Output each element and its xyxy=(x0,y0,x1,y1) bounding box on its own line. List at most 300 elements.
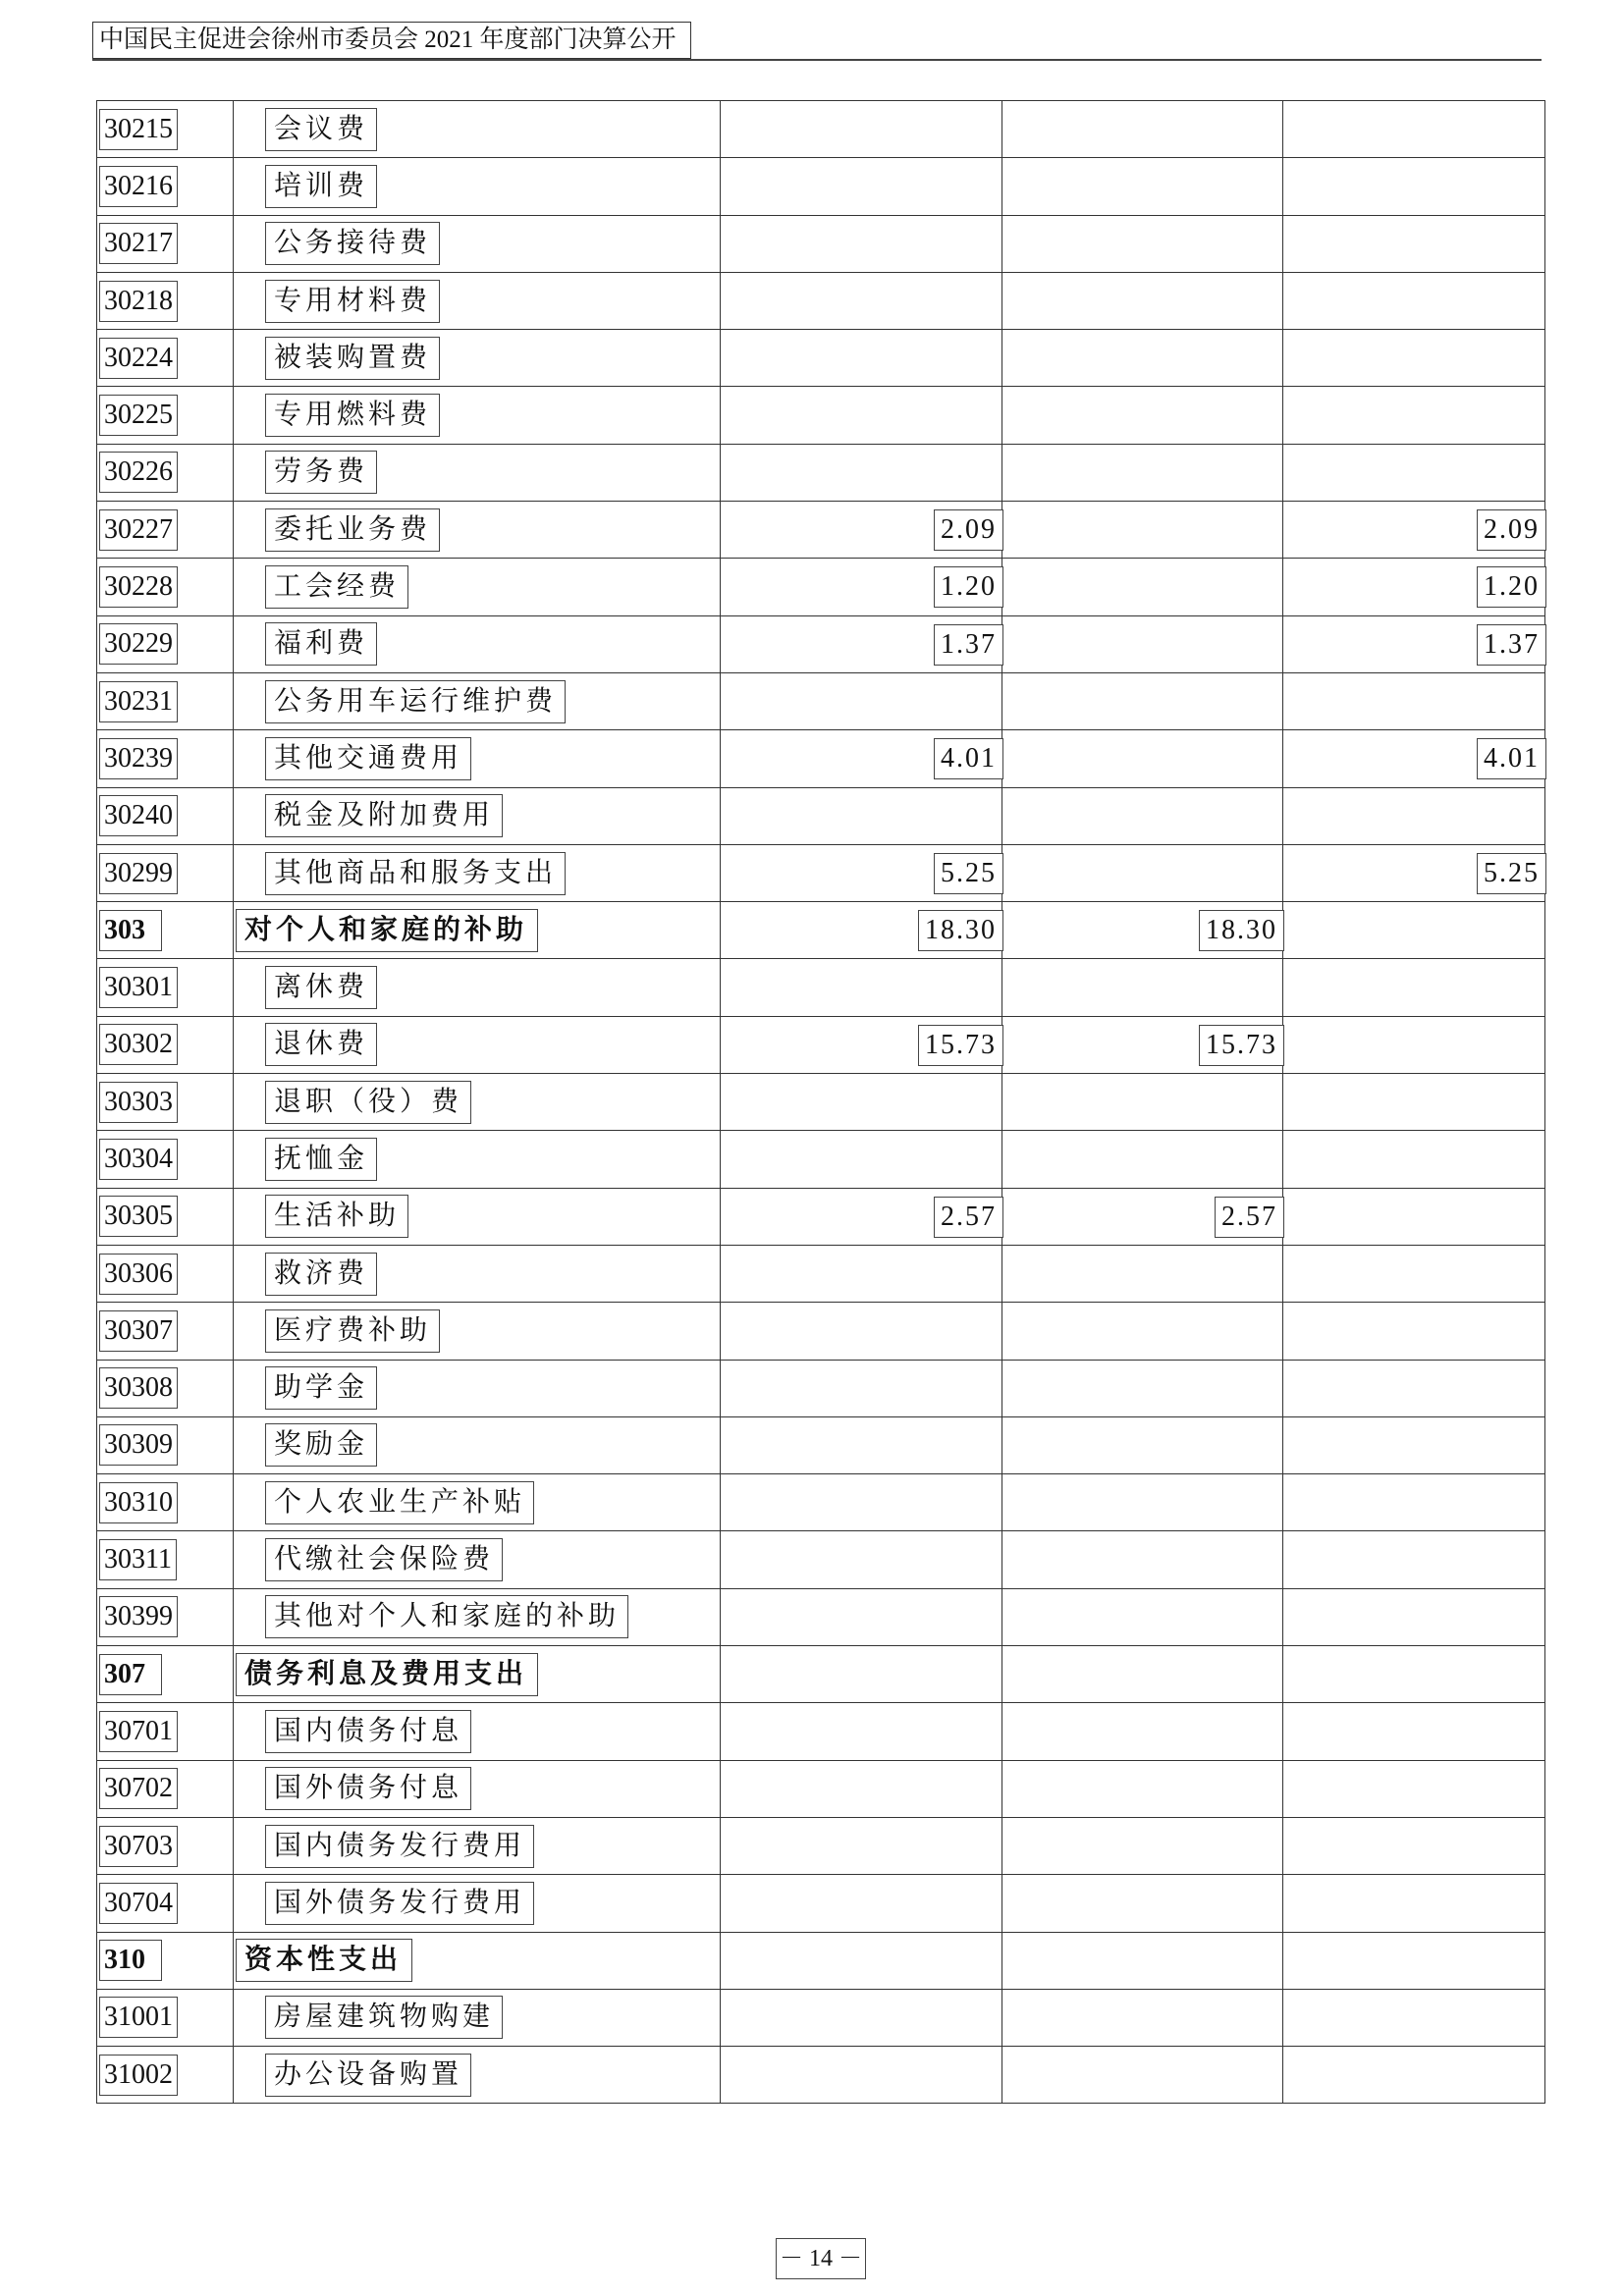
code-cell xyxy=(97,787,234,844)
subject-name: 国外债务付息 xyxy=(265,1767,471,1810)
subject-name: 工会经费 xyxy=(265,565,408,609)
table-row xyxy=(97,1989,1545,2046)
amount-cell-1 xyxy=(721,1531,1002,1588)
code-cell xyxy=(97,1016,234,1073)
name-cell xyxy=(234,1188,721,1245)
name-cell xyxy=(234,1875,721,1932)
amount-cell-3 xyxy=(1283,1303,1545,1360)
amount-cell-1 xyxy=(721,1074,1002,1131)
amount-cell-3 xyxy=(1283,787,1545,844)
subject-name: 代缴社会保险费 xyxy=(265,1538,503,1581)
amount-cell-3 xyxy=(1283,615,1545,672)
amount-cell-3 xyxy=(1283,1016,1545,1073)
amount-value: 2.09 xyxy=(934,509,1003,551)
table-row xyxy=(97,1932,1545,1989)
subject-code: 30240 xyxy=(99,795,178,836)
name-cell xyxy=(234,1760,721,1817)
amount-cell-1 xyxy=(721,1817,1002,1874)
amount-cell-3 xyxy=(1283,1817,1545,1874)
amount-cell-1 xyxy=(721,158,1002,215)
amount-cell-2 xyxy=(1002,1474,1283,1531)
subject-code: 30306 xyxy=(99,1254,178,1295)
amount-value: 4.01 xyxy=(1477,738,1546,779)
amount-value: 18.30 xyxy=(918,910,1003,951)
subject-name: 其他对个人和家庭的补助 xyxy=(265,1595,628,1638)
table-row xyxy=(97,387,1545,444)
subject-name: 对个人和家庭的补助 xyxy=(236,909,538,952)
table-row xyxy=(97,330,1545,387)
code-cell xyxy=(97,1875,234,1932)
amount-cell-2 xyxy=(1002,1360,1283,1416)
subject-name: 专用燃料费 xyxy=(265,394,440,437)
amount-cell-3 xyxy=(1283,1074,1545,1131)
subject-code: 30239 xyxy=(99,738,178,779)
amount-cell-2 xyxy=(1002,502,1283,559)
amount-cell-3 xyxy=(1283,959,1545,1016)
code-cell xyxy=(97,1245,234,1302)
code-cell xyxy=(97,1703,234,1760)
amount-cell-3 xyxy=(1283,1474,1545,1531)
amount-cell-2 xyxy=(1002,959,1283,1016)
table-row xyxy=(97,1646,1545,1703)
subject-name: 房屋建筑物购建 xyxy=(265,1996,503,2039)
subject-code: 30304 xyxy=(99,1139,178,1180)
table-row xyxy=(97,1131,1545,1188)
code-cell xyxy=(97,2047,234,2104)
subject-code: 303 xyxy=(99,910,162,951)
subject-code: 30703 xyxy=(99,1826,178,1867)
amount-cell-3 xyxy=(1283,215,1545,272)
name-cell xyxy=(234,1245,721,1302)
amount-cell-2 xyxy=(1002,1989,1283,2046)
subject-code: 30702 xyxy=(99,1768,178,1809)
table-row xyxy=(97,730,1545,787)
name-cell xyxy=(234,1703,721,1760)
amount-cell-2 xyxy=(1002,330,1283,387)
amount-value: 1.20 xyxy=(934,566,1003,608)
subject-name: 办公设备购置 xyxy=(265,2054,471,2097)
subject-code: 30399 xyxy=(99,1596,178,1637)
amount-cell-2 xyxy=(1002,1703,1283,1760)
code-cell xyxy=(97,959,234,1016)
expenditure-table xyxy=(96,100,1545,2104)
amount-cell-3 xyxy=(1283,1703,1545,1760)
subject-code: 30218 xyxy=(99,281,178,322)
amount-cell-3 xyxy=(1283,101,1545,158)
code-cell xyxy=(97,215,234,272)
name-cell xyxy=(234,1416,721,1473)
document-header: 中国民主促进会徐州市委员会 2021 年度部门决算公开 xyxy=(92,22,691,59)
amount-cell-2 xyxy=(1002,158,1283,215)
name-cell xyxy=(234,1474,721,1531)
subject-name: 培训费 xyxy=(265,165,377,208)
amount-cell-3 xyxy=(1283,1932,1545,1989)
amount-cell-1 xyxy=(721,1646,1002,1703)
subject-name: 公务用车运行维护费 xyxy=(265,680,566,723)
amount-cell-2 xyxy=(1002,559,1283,615)
amount-value: 1.37 xyxy=(934,624,1003,666)
code-cell xyxy=(97,1588,234,1645)
subject-name: 会议费 xyxy=(265,108,377,151)
amount-cell-3 xyxy=(1283,1360,1545,1416)
subject-code: 30311 xyxy=(99,1539,177,1580)
amount-cell-1 xyxy=(721,959,1002,1016)
name-cell xyxy=(234,787,721,844)
amount-cell-3 xyxy=(1283,1245,1545,1302)
amount-cell-1 xyxy=(721,2047,1002,2104)
table-row xyxy=(97,1245,1545,1302)
subject-code: 30305 xyxy=(99,1196,178,1237)
amount-cell-1 xyxy=(721,672,1002,729)
amount-cell-2 xyxy=(1002,2047,1283,2104)
table-row xyxy=(97,1016,1545,1073)
subject-code: 30307 xyxy=(99,1310,178,1352)
subject-name: 离休费 xyxy=(265,966,377,1009)
amount-cell-2 xyxy=(1002,1817,1283,1874)
subject-code: 31001 xyxy=(99,1997,178,2038)
amount-cell-3 xyxy=(1283,158,1545,215)
name-cell xyxy=(234,2047,721,2104)
subject-name: 救济费 xyxy=(265,1253,377,1296)
amount-value: 2.09 xyxy=(1477,509,1546,551)
subject-code: 30228 xyxy=(99,566,178,608)
amount-cell-3 xyxy=(1283,444,1545,501)
name-cell xyxy=(234,1646,721,1703)
subject-code: 30229 xyxy=(99,623,178,665)
code-cell xyxy=(97,559,234,615)
table-row xyxy=(97,215,1545,272)
code-cell xyxy=(97,1074,234,1131)
name-cell xyxy=(234,1531,721,1588)
name-cell xyxy=(234,730,721,787)
amount-cell-3 xyxy=(1283,1760,1545,1817)
code-cell xyxy=(97,502,234,559)
subject-code: 30231 xyxy=(99,681,178,722)
subject-code: 30299 xyxy=(99,853,178,894)
subject-name: 公务接待费 xyxy=(265,222,440,265)
subject-code: 30215 xyxy=(99,109,178,150)
code-cell xyxy=(97,330,234,387)
code-cell xyxy=(97,387,234,444)
subject-name: 劳务费 xyxy=(265,451,377,494)
amount-cell-3 xyxy=(1283,387,1545,444)
subject-name: 专用材料费 xyxy=(265,280,440,323)
amount-cell-1 xyxy=(721,730,1002,787)
code-cell xyxy=(97,1646,234,1703)
amount-cell-2 xyxy=(1002,1303,1283,1360)
amount-value: 2.57 xyxy=(1215,1197,1284,1238)
subject-code: 310 xyxy=(99,1940,162,1981)
amount-cell-1 xyxy=(721,330,1002,387)
amount-value: 2.57 xyxy=(934,1197,1003,1238)
code-cell xyxy=(97,101,234,158)
subject-code: 30217 xyxy=(99,223,178,264)
name-cell xyxy=(234,844,721,901)
amount-cell-2 xyxy=(1002,1245,1283,1302)
amount-cell-1 xyxy=(721,1875,1002,1932)
amount-cell-3 xyxy=(1283,272,1545,329)
code-cell xyxy=(97,444,234,501)
table-row xyxy=(97,502,1545,559)
code-cell xyxy=(97,158,234,215)
amount-cell-3 xyxy=(1283,1531,1545,1588)
subject-code: 30226 xyxy=(99,452,178,493)
code-cell xyxy=(97,1932,234,1989)
subject-code: 30704 xyxy=(99,1883,178,1924)
table-row xyxy=(97,902,1545,959)
amount-cell-3 xyxy=(1283,559,1545,615)
code-cell xyxy=(97,1474,234,1531)
subject-code: 30301 xyxy=(99,967,178,1008)
amount-cell-1 xyxy=(721,1416,1002,1473)
subject-code: 30310 xyxy=(99,1482,178,1523)
code-cell xyxy=(97,730,234,787)
table-row xyxy=(97,959,1545,1016)
table-row xyxy=(97,1588,1545,1645)
name-cell xyxy=(234,615,721,672)
table-row xyxy=(97,672,1545,729)
name-cell xyxy=(234,1588,721,1645)
amount-value: 1.37 xyxy=(1477,624,1546,666)
name-cell xyxy=(234,272,721,329)
code-cell xyxy=(97,672,234,729)
table-row xyxy=(97,272,1545,329)
amount-cell-1 xyxy=(721,1932,1002,1989)
subject-code: 31002 xyxy=(99,2055,178,2096)
amount-cell-1 xyxy=(721,272,1002,329)
amount-cell-1 xyxy=(721,787,1002,844)
amount-cell-2 xyxy=(1002,844,1283,901)
amount-cell-1 xyxy=(721,444,1002,501)
amount-cell-1 xyxy=(721,215,1002,272)
amount-cell-1 xyxy=(721,1760,1002,1817)
amount-cell-3 xyxy=(1283,330,1545,387)
subject-name: 助学金 xyxy=(265,1366,377,1410)
subject-name: 福利费 xyxy=(265,622,377,666)
table-row xyxy=(97,2047,1545,2104)
table-row xyxy=(97,1474,1545,1531)
subject-code: 30701 xyxy=(99,1711,178,1752)
table-row xyxy=(97,1875,1545,1932)
table-row xyxy=(97,1188,1545,1245)
amount-cell-3 xyxy=(1283,2047,1545,2104)
name-cell xyxy=(234,1360,721,1416)
code-cell xyxy=(97,844,234,901)
amount-cell-3 xyxy=(1283,1416,1545,1473)
amount-cell-2 xyxy=(1002,387,1283,444)
amount-cell-2 xyxy=(1002,1531,1283,1588)
table-row xyxy=(97,787,1545,844)
amount-cell-1 xyxy=(721,1188,1002,1245)
subject-name: 医疗费补助 xyxy=(265,1309,440,1353)
amount-cell-1 xyxy=(721,1588,1002,1645)
subject-name: 其他商品和服务支出 xyxy=(265,852,566,895)
subject-name: 国内债务付息 xyxy=(265,1710,471,1753)
subject-name: 债务利息及费用支出 xyxy=(236,1653,538,1696)
amount-cell-2 xyxy=(1002,1131,1283,1188)
amount-value: 15.73 xyxy=(918,1025,1003,1066)
amount-cell-1 xyxy=(721,1703,1002,1760)
code-cell xyxy=(97,1817,234,1874)
name-cell xyxy=(234,1932,721,1989)
amount-cell-2 xyxy=(1002,272,1283,329)
name-cell xyxy=(234,1303,721,1360)
code-cell xyxy=(97,1360,234,1416)
amount-cell-3 xyxy=(1283,672,1545,729)
amount-cell-1 xyxy=(721,1989,1002,2046)
amount-cell-1 xyxy=(721,1245,1002,1302)
code-cell xyxy=(97,272,234,329)
amount-cell-2 xyxy=(1002,672,1283,729)
subject-name: 个人农业生产补贴 xyxy=(265,1481,534,1524)
amount-cell-3 xyxy=(1283,1188,1545,1245)
name-cell xyxy=(234,1817,721,1874)
amount-value: 4.01 xyxy=(934,738,1003,779)
name-cell xyxy=(234,1074,721,1131)
amount-cell-3 xyxy=(1283,1989,1545,2046)
subject-name: 国内债务发行费用 xyxy=(265,1825,534,1868)
table-row xyxy=(97,1303,1545,1360)
amount-cell-3 xyxy=(1283,502,1545,559)
amount-cell-2 xyxy=(1002,902,1283,959)
amount-cell-3 xyxy=(1283,1131,1545,1188)
amount-value: 18.30 xyxy=(1199,910,1284,951)
subject-name: 退休费 xyxy=(265,1023,377,1066)
amount-cell-1 xyxy=(721,1016,1002,1073)
amount-cell-2 xyxy=(1002,1646,1283,1703)
amount-cell-3 xyxy=(1283,1588,1545,1645)
code-cell xyxy=(97,1989,234,2046)
subject-code: 30224 xyxy=(99,338,178,379)
table-row xyxy=(97,101,1545,158)
amount-cell-3 xyxy=(1283,730,1545,787)
name-cell xyxy=(234,1131,721,1188)
table-row xyxy=(97,444,1545,501)
amount-cell-1 xyxy=(721,615,1002,672)
name-cell xyxy=(234,902,721,959)
name-cell xyxy=(234,559,721,615)
table-row xyxy=(97,158,1545,215)
amount-cell-1 xyxy=(721,902,1002,959)
amount-cell-1 xyxy=(721,1303,1002,1360)
name-cell xyxy=(234,1989,721,2046)
subject-name: 国外债务发行费用 xyxy=(265,1882,534,1925)
subject-name: 资本性支出 xyxy=(236,1939,412,1982)
subject-name: 被装购置费 xyxy=(265,337,440,380)
amount-cell-1 xyxy=(721,502,1002,559)
subject-code: 30308 xyxy=(99,1367,178,1409)
amount-cell-2 xyxy=(1002,1875,1283,1932)
amount-cell-1 xyxy=(721,559,1002,615)
amount-cell-3 xyxy=(1283,1646,1545,1703)
code-cell xyxy=(97,1303,234,1360)
subject-name: 退职（役）费 xyxy=(265,1081,471,1124)
amount-value: 15.73 xyxy=(1199,1025,1284,1066)
amount-cell-2 xyxy=(1002,1016,1283,1073)
amount-cell-2 xyxy=(1002,1074,1283,1131)
name-cell xyxy=(234,387,721,444)
amount-cell-3 xyxy=(1283,844,1545,901)
table-row xyxy=(97,1360,1545,1416)
amount-cell-2 xyxy=(1002,1416,1283,1473)
subject-code: 30227 xyxy=(99,509,178,551)
header-divider xyxy=(92,59,1542,61)
subject-code: 30303 xyxy=(99,1082,178,1123)
amount-cell-2 xyxy=(1002,215,1283,272)
subject-name: 抚恤金 xyxy=(265,1138,377,1181)
table-row xyxy=(97,1531,1545,1588)
amount-cell-2 xyxy=(1002,101,1283,158)
amount-cell-1 xyxy=(721,844,1002,901)
subject-code: 30216 xyxy=(99,166,178,207)
subject-name: 其他交通费用 xyxy=(265,737,471,780)
table-row xyxy=(97,615,1545,672)
name-cell xyxy=(234,444,721,501)
subject-code: 30302 xyxy=(99,1024,178,1065)
table-row xyxy=(97,1760,1545,1817)
amount-cell-2 xyxy=(1002,1932,1283,1989)
table-row xyxy=(97,1817,1545,1874)
amount-cell-2 xyxy=(1002,787,1283,844)
amount-cell-2 xyxy=(1002,1188,1283,1245)
subject-code: 30309 xyxy=(99,1424,178,1466)
amount-cell-2 xyxy=(1002,444,1283,501)
amount-value: 5.25 xyxy=(934,853,1003,894)
subject-name: 奖励金 xyxy=(265,1423,377,1467)
amount-cell-1 xyxy=(721,101,1002,158)
name-cell xyxy=(234,672,721,729)
code-cell xyxy=(97,902,234,959)
amount-cell-2 xyxy=(1002,615,1283,672)
amount-value: 1.20 xyxy=(1477,566,1546,608)
name-cell xyxy=(234,502,721,559)
table-row xyxy=(97,844,1545,901)
amount-cell-1 xyxy=(721,1360,1002,1416)
amount-cell-2 xyxy=(1002,1760,1283,1817)
name-cell xyxy=(234,158,721,215)
code-cell xyxy=(97,1760,234,1817)
code-cell xyxy=(97,1416,234,1473)
name-cell xyxy=(234,101,721,158)
name-cell xyxy=(234,215,721,272)
subject-code: 307 xyxy=(99,1654,162,1695)
name-cell xyxy=(234,1016,721,1073)
table-row xyxy=(97,559,1545,615)
subject-name: 生活补助 xyxy=(265,1195,408,1238)
amount-value: 5.25 xyxy=(1477,853,1546,894)
code-cell xyxy=(97,1188,234,1245)
table-row xyxy=(97,1416,1545,1473)
subject-code: 30225 xyxy=(99,395,178,436)
subject-name: 税金及附加费用 xyxy=(265,794,503,837)
code-cell xyxy=(97,615,234,672)
table-row xyxy=(97,1703,1545,1760)
amount-cell-3 xyxy=(1283,902,1545,959)
amount-cell-3 xyxy=(1283,1875,1545,1932)
table-row xyxy=(97,1074,1545,1131)
amount-cell-2 xyxy=(1002,1588,1283,1645)
code-cell xyxy=(97,1131,234,1188)
amount-cell-1 xyxy=(721,1131,1002,1188)
code-cell xyxy=(97,1531,234,1588)
amount-cell-1 xyxy=(721,1474,1002,1531)
amount-cell-1 xyxy=(721,387,1002,444)
amount-cell-2 xyxy=(1002,730,1283,787)
subject-name: 委托业务费 xyxy=(265,508,440,552)
page-number: － 14 － xyxy=(776,2238,866,2279)
name-cell xyxy=(234,330,721,387)
name-cell xyxy=(234,959,721,1016)
